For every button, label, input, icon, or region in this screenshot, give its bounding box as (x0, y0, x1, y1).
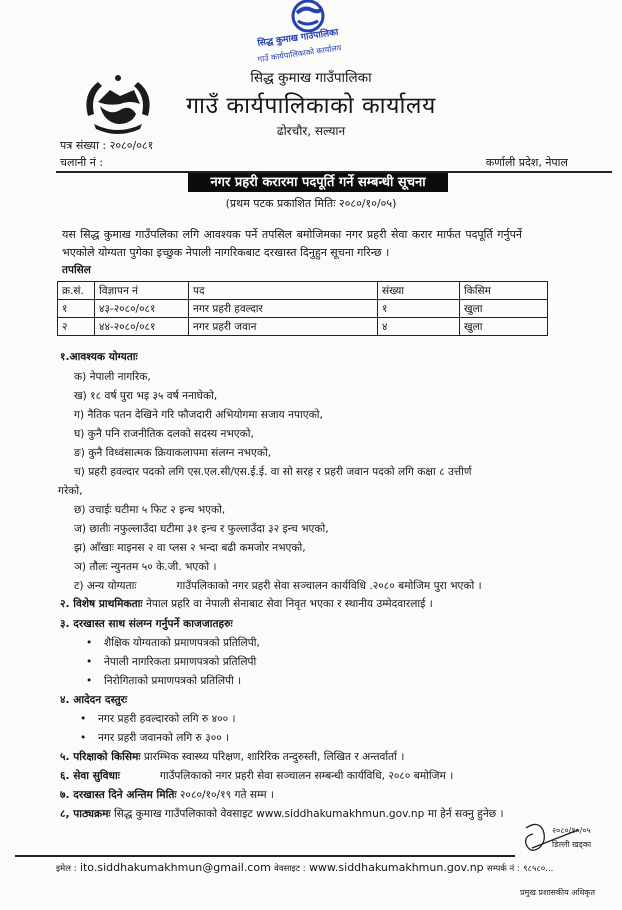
intro-line-1: यस सिद्ध कुमाख गाउँपलिका लगि आवश्यक पर्ने तपसिल बमोजिमका नगर प्रहरी सेवा करार मार्फत पदपूर्ति गर्नुपर्ने (62, 228, 522, 241)
cell-ad-no: ४४-२०८०/०८१ (95, 318, 189, 336)
vacancy-table (57, 281, 548, 336)
section-3-heading: ३. दरखास्त साथ संलग्न गर्नुपर्ने काजजातहरुः (60, 618, 233, 630)
province-name: कर्णाली प्रदेश, नेपाल (485, 156, 568, 169)
other-qualification-text: गाउँपलिकाको नगर प्रहरी सेवा सञ्चालन कार्यविधि .२०८० बमोजिम पुरा भएको । (176, 580, 482, 592)
section-2 (60, 597, 433, 611)
website-link[interactable]: www.siddhakumakhmun.gov.np (308, 861, 484, 874)
section-6-text: गाउँपलिकाको नगर प्रहरी सेवा सञ्चालन सम्बन्धी कार्यविधि, २०८० बमोजिम । (159, 770, 454, 782)
qualification-item: झ) आँखाः माइनस २ वा प्लस २ भन्दा बढी कमजोर नभएको, (74, 542, 306, 554)
qualification-item: ञ) तौलः न्युनतम ५० के.जी. भएको । (74, 561, 217, 573)
table-row (58, 300, 548, 318)
phone-number: ९८५८०... (523, 864, 554, 874)
col-header-post: पद (189, 282, 378, 300)
notice-title: नगर प्रहरी करारमा पदपूर्ति गर्ने सम्बन्धी सूचना (188, 173, 448, 192)
document-item: • निरोगिताको प्रमाणपत्रको प्रतिलिपी । (86, 674, 241, 688)
phone-label: सम्पर्क नं : (487, 864, 520, 874)
section-8-text: सिद्ध कुमाख गाउँपलिकाको वेवसाइट www.siddhakumakhmun.gov.np मा हेर्न सक्नु हुनेछ । (113, 808, 504, 820)
table-header-row (58, 282, 548, 300)
section-2-text: नेपाल प्रहरि वा नेपाली सेनाबाट सेवा निवृत भएका र स्थानीय उम्मेदवारलाई । (145, 598, 433, 610)
table-row (58, 318, 548, 336)
cell-type: खुला (460, 300, 548, 318)
section-7-heading: ७. दरखास्त दिने अन्तिम मितिः (60, 789, 177, 801)
website-label: वेवसाइट : (274, 864, 306, 874)
email-label: इमेल : (56, 864, 77, 874)
qualification-item: ग) नैतिक पतन देखिने गरि फौजदारी अभियोगमा सजाय नपाएको, (74, 409, 323, 421)
footer-contact (56, 861, 553, 874)
signature-designation: प्रमुख प्रशासकीय अधिकृत (520, 888, 596, 897)
qualification-item: ख) १८ वर्ष पुरा भइ ३५ वर्ष ननाघेको, (74, 390, 218, 402)
fee-item: • नगर प्रहरी हवल्दारको लगि रु ४०० । (80, 712, 236, 726)
cell-type: खुला (460, 318, 548, 336)
section-5-text: प्रारम्भिक स्वास्थ्य परिक्षण, शारिरिक तन्दुरुस्ती, लिखित र अन्तर्वार्ता । (143, 751, 405, 763)
other-qualification-label: ट) अन्य योग्यताः (74, 580, 137, 592)
notice-subtitle: (प्रथम पटक प्रकाशित मितिः २०८०/१०/०५) (225, 197, 397, 210)
cell-sn: १ (58, 300, 95, 318)
letter-number: पत्र संख्या : २०८०/०८१ (60, 139, 154, 152)
municipality-name: सिद्ध कुमाख गाउँपालिका (250, 70, 372, 86)
section-6-heading: ६. सेवा सुविधाः (60, 770, 120, 782)
cell-count: १ (378, 300, 460, 318)
office-address: ढोरचौर, सल्यान (276, 124, 346, 138)
cell-post: नगर प्रहरी हवल्दार (189, 300, 378, 318)
qualification-item (74, 579, 482, 593)
section-1-heading: १.आवश्यक योग्यताः (60, 351, 138, 363)
document-item: • शैक्षिक योग्यताको प्रमाणपत्रको प्रतिलिपी, (86, 636, 260, 650)
col-header-count: संख्या (378, 282, 460, 300)
stamp-text-2: गाउँ कार्यपालिकाको कार्यालय (257, 43, 342, 64)
fee-item: • नगर प्रहरी जवानको लगि रु ३०० । (80, 731, 229, 745)
section-2-heading: २. विशेष प्राथमिकताः (60, 598, 143, 610)
cell-ad-no: ४३-२०८०/०८१ (95, 300, 189, 318)
office-stamp (236, 0, 386, 66)
cell-count: ४ (378, 318, 460, 336)
qualification-item: ज) छातीः नफुल्लाउँदा घटीमा ३१ इन्च र फुल्लाउँदा ३२ इन्च भएको, (74, 523, 329, 535)
col-header-sn: क्र.सं. (58, 282, 95, 300)
qualification-item: छ) उचाईः घटीमा ५ फिट २ इन्च भएको, (74, 504, 226, 516)
section-7-text: २०८०/१०/१९ गते सम्म । (179, 789, 274, 801)
section-5 (60, 750, 404, 764)
signature-name: डिल्ली खड्का (552, 840, 592, 849)
qualification-item: क) नेपाली नागरिक, (74, 371, 151, 383)
section-8-heading: ८, पाठ्यक्रमः (60, 808, 111, 820)
footer-divider (15, 855, 515, 857)
qualification-item: ङ) कुनै विध्वंसात्मक क्रियाकलापमा संलग्न नभएको, (74, 447, 272, 459)
office-name: गाउँ कार्यपालिकाको कार्यालय (186, 93, 436, 119)
stamp-text-1: सिद्ध कुमाख गाउँपालिका (257, 27, 339, 49)
email-link[interactable]: ito.siddhakumakhmun@gmail.com (79, 861, 271, 874)
col-header-type: किसिम (460, 282, 548, 300)
cell-post: नगर प्रहरी जवान (189, 318, 378, 336)
signature-date: २०८०/१०/०५ (552, 826, 591, 835)
document-item: • नेपाली नागरिकता प्रमाणपत्रको प्रतिलिपी (86, 655, 256, 669)
section-7 (60, 788, 274, 802)
qualification-item-continued: गरेको, (58, 485, 83, 497)
section-5-heading: ५. परिक्षाको किसिमः (60, 751, 141, 763)
qualification-item: च) प्रहरी हवल्दार पदको लगि एस.एल.सी/एस.ई.ई. वा सो सरह र प्रहरी जवान पदको लगि कक्षा ८ उत्तीर्ण (74, 466, 472, 478)
dispatch-number: चलानी नं : (60, 156, 104, 169)
col-header-ad-no: विज्ञापन नं (95, 282, 189, 300)
section-4-heading: ४. आदेदन दस्तुरः (60, 694, 128, 706)
qualification-item: घ) कुनै पनि राजनीतिक दलको सदस्य नभएको, (74, 428, 254, 440)
section-6 (60, 769, 453, 783)
intro-line-2: भएकोले योग्यता पुगेका इच्छुक नेपाली नागरिकबाट दरखास्त दिनुहुन सूचना गरिन्छ । (62, 246, 390, 259)
section-8 (60, 807, 504, 821)
cell-sn: २ (58, 318, 95, 336)
schedule-label: तपसिल (62, 264, 91, 276)
